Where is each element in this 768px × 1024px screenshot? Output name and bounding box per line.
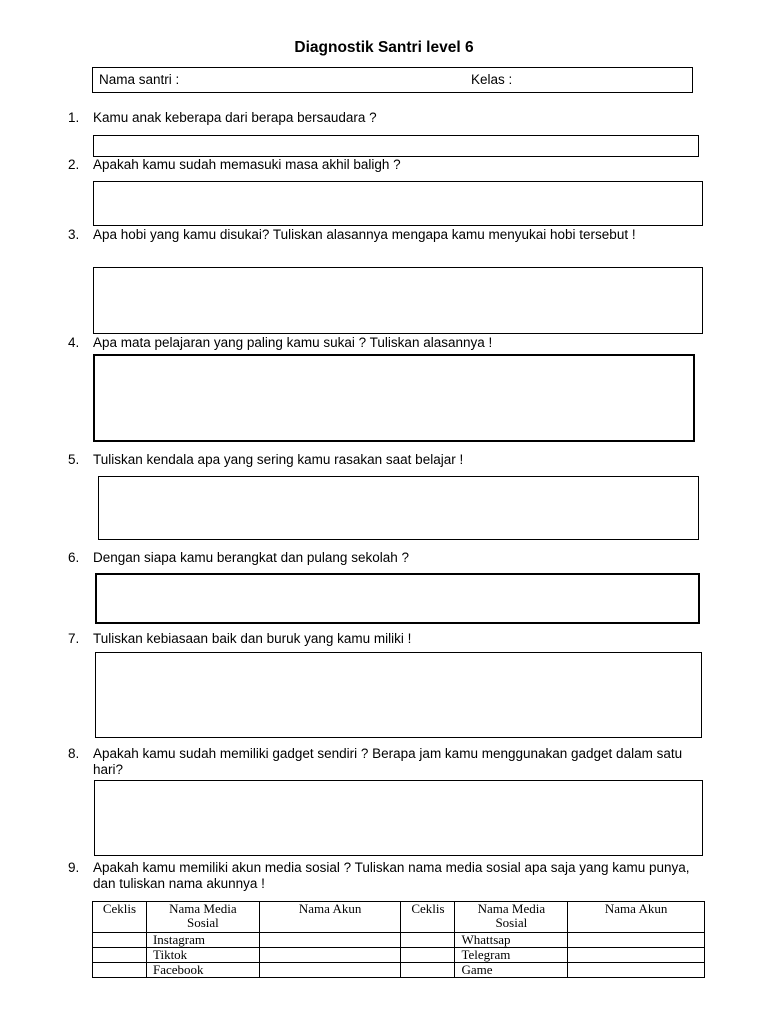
- question-number: 7.: [68, 631, 80, 646]
- student-name-label: Nama santri :: [99, 72, 180, 87]
- question-number: 4.: [68, 335, 80, 350]
- class-label: Kelas :: [471, 72, 513, 87]
- checkbox-cell[interactable]: [93, 933, 147, 948]
- question-text: Tuliskan kendala apa yang sering kamu rasakan saat belajar !: [93, 452, 464, 467]
- answer-box-6[interactable]: [95, 573, 700, 624]
- table-header-row: [93, 902, 705, 933]
- student-info-box: [92, 67, 693, 93]
- answer-box-1[interactable]: [93, 135, 699, 157]
- page-title: Diagnostik Santri level 6: [294, 39, 474, 56]
- account-name-cell[interactable]: [259, 933, 401, 948]
- question-number: 9.: [68, 860, 80, 875]
- question-number: 1.: [68, 110, 80, 125]
- checkbox-cell[interactable]: [401, 948, 455, 963]
- media-name-cell: Facebook: [146, 963, 259, 978]
- column-header: Nama Media Sosial: [455, 902, 568, 933]
- column-header: Ceklis: [401, 902, 455, 933]
- checkbox-cell[interactable]: [401, 963, 455, 978]
- answer-box-8[interactable]: [94, 780, 703, 856]
- question-text: Apakah kamu sudah memiliki gadget sendiri ? Berapa jam kamu menggunakan gadget dalam satu hari?: [93, 746, 683, 777]
- column-header: Nama Akun: [259, 902, 401, 933]
- account-name-cell[interactable]: [568, 963, 705, 978]
- question-text: Apa mata pelajaran yang paling kamu sukai ? Tuliskan alasannya !: [93, 335, 493, 350]
- checkbox-cell[interactable]: [93, 948, 147, 963]
- answer-box-2[interactable]: [93, 181, 703, 226]
- media-name-cell: Game: [455, 963, 568, 978]
- answer-box-3[interactable]: [93, 267, 703, 334]
- question-text: Apakah kamu sudah memasuki masa akhil baligh ?: [93, 157, 401, 172]
- question-number: 2.: [68, 157, 80, 172]
- question-number: 6.: [68, 550, 80, 565]
- column-header: Ceklis: [93, 902, 147, 933]
- column-header: Nama Media Sosial: [146, 902, 259, 933]
- column-header: Nama Akun: [568, 902, 705, 933]
- question-text: Kamu anak keberapa dari berapa bersaudara ?: [93, 110, 377, 125]
- media-name-cell: Whattsap: [455, 933, 568, 948]
- account-name-cell[interactable]: [568, 948, 705, 963]
- table-row: [93, 933, 705, 948]
- checkbox-cell[interactable]: [93, 963, 147, 978]
- question-number: 5.: [68, 452, 80, 467]
- question-text: Tuliskan kebiasaan baik dan buruk yang kamu miliki !: [93, 631, 412, 646]
- account-name-cell[interactable]: [568, 933, 705, 948]
- account-name-cell[interactable]: [259, 963, 401, 978]
- media-name-cell: Telegram: [455, 948, 568, 963]
- account-name-cell[interactable]: [259, 948, 401, 963]
- media-name-cell: Instagram: [146, 933, 259, 948]
- question-text: Apa hobi yang kamu disukai? Tuliskan alasannya mengapa kamu menyukai hobi tersebut !: [93, 227, 636, 242]
- question-text: Dengan siapa kamu berangkat dan pulang sekolah ?: [93, 550, 409, 565]
- answer-box-4[interactable]: [93, 354, 695, 442]
- checkbox-cell[interactable]: [401, 933, 455, 948]
- answer-box-7[interactable]: [95, 652, 702, 738]
- table-row: [93, 963, 705, 978]
- question-number: 8.: [68, 746, 80, 761]
- media-name-cell: Tiktok: [146, 948, 259, 963]
- question-text: Apakah kamu memiliki akun media sosial ? Tuliskan nama media sosial apa saja yang kamu punya, dan tuliskan nama akunnya !: [93, 860, 690, 891]
- question-number: 3.: [68, 227, 80, 242]
- table-row: [93, 948, 705, 963]
- answer-box-5[interactable]: [98, 476, 699, 540]
- social-media-table: [92, 901, 705, 978]
